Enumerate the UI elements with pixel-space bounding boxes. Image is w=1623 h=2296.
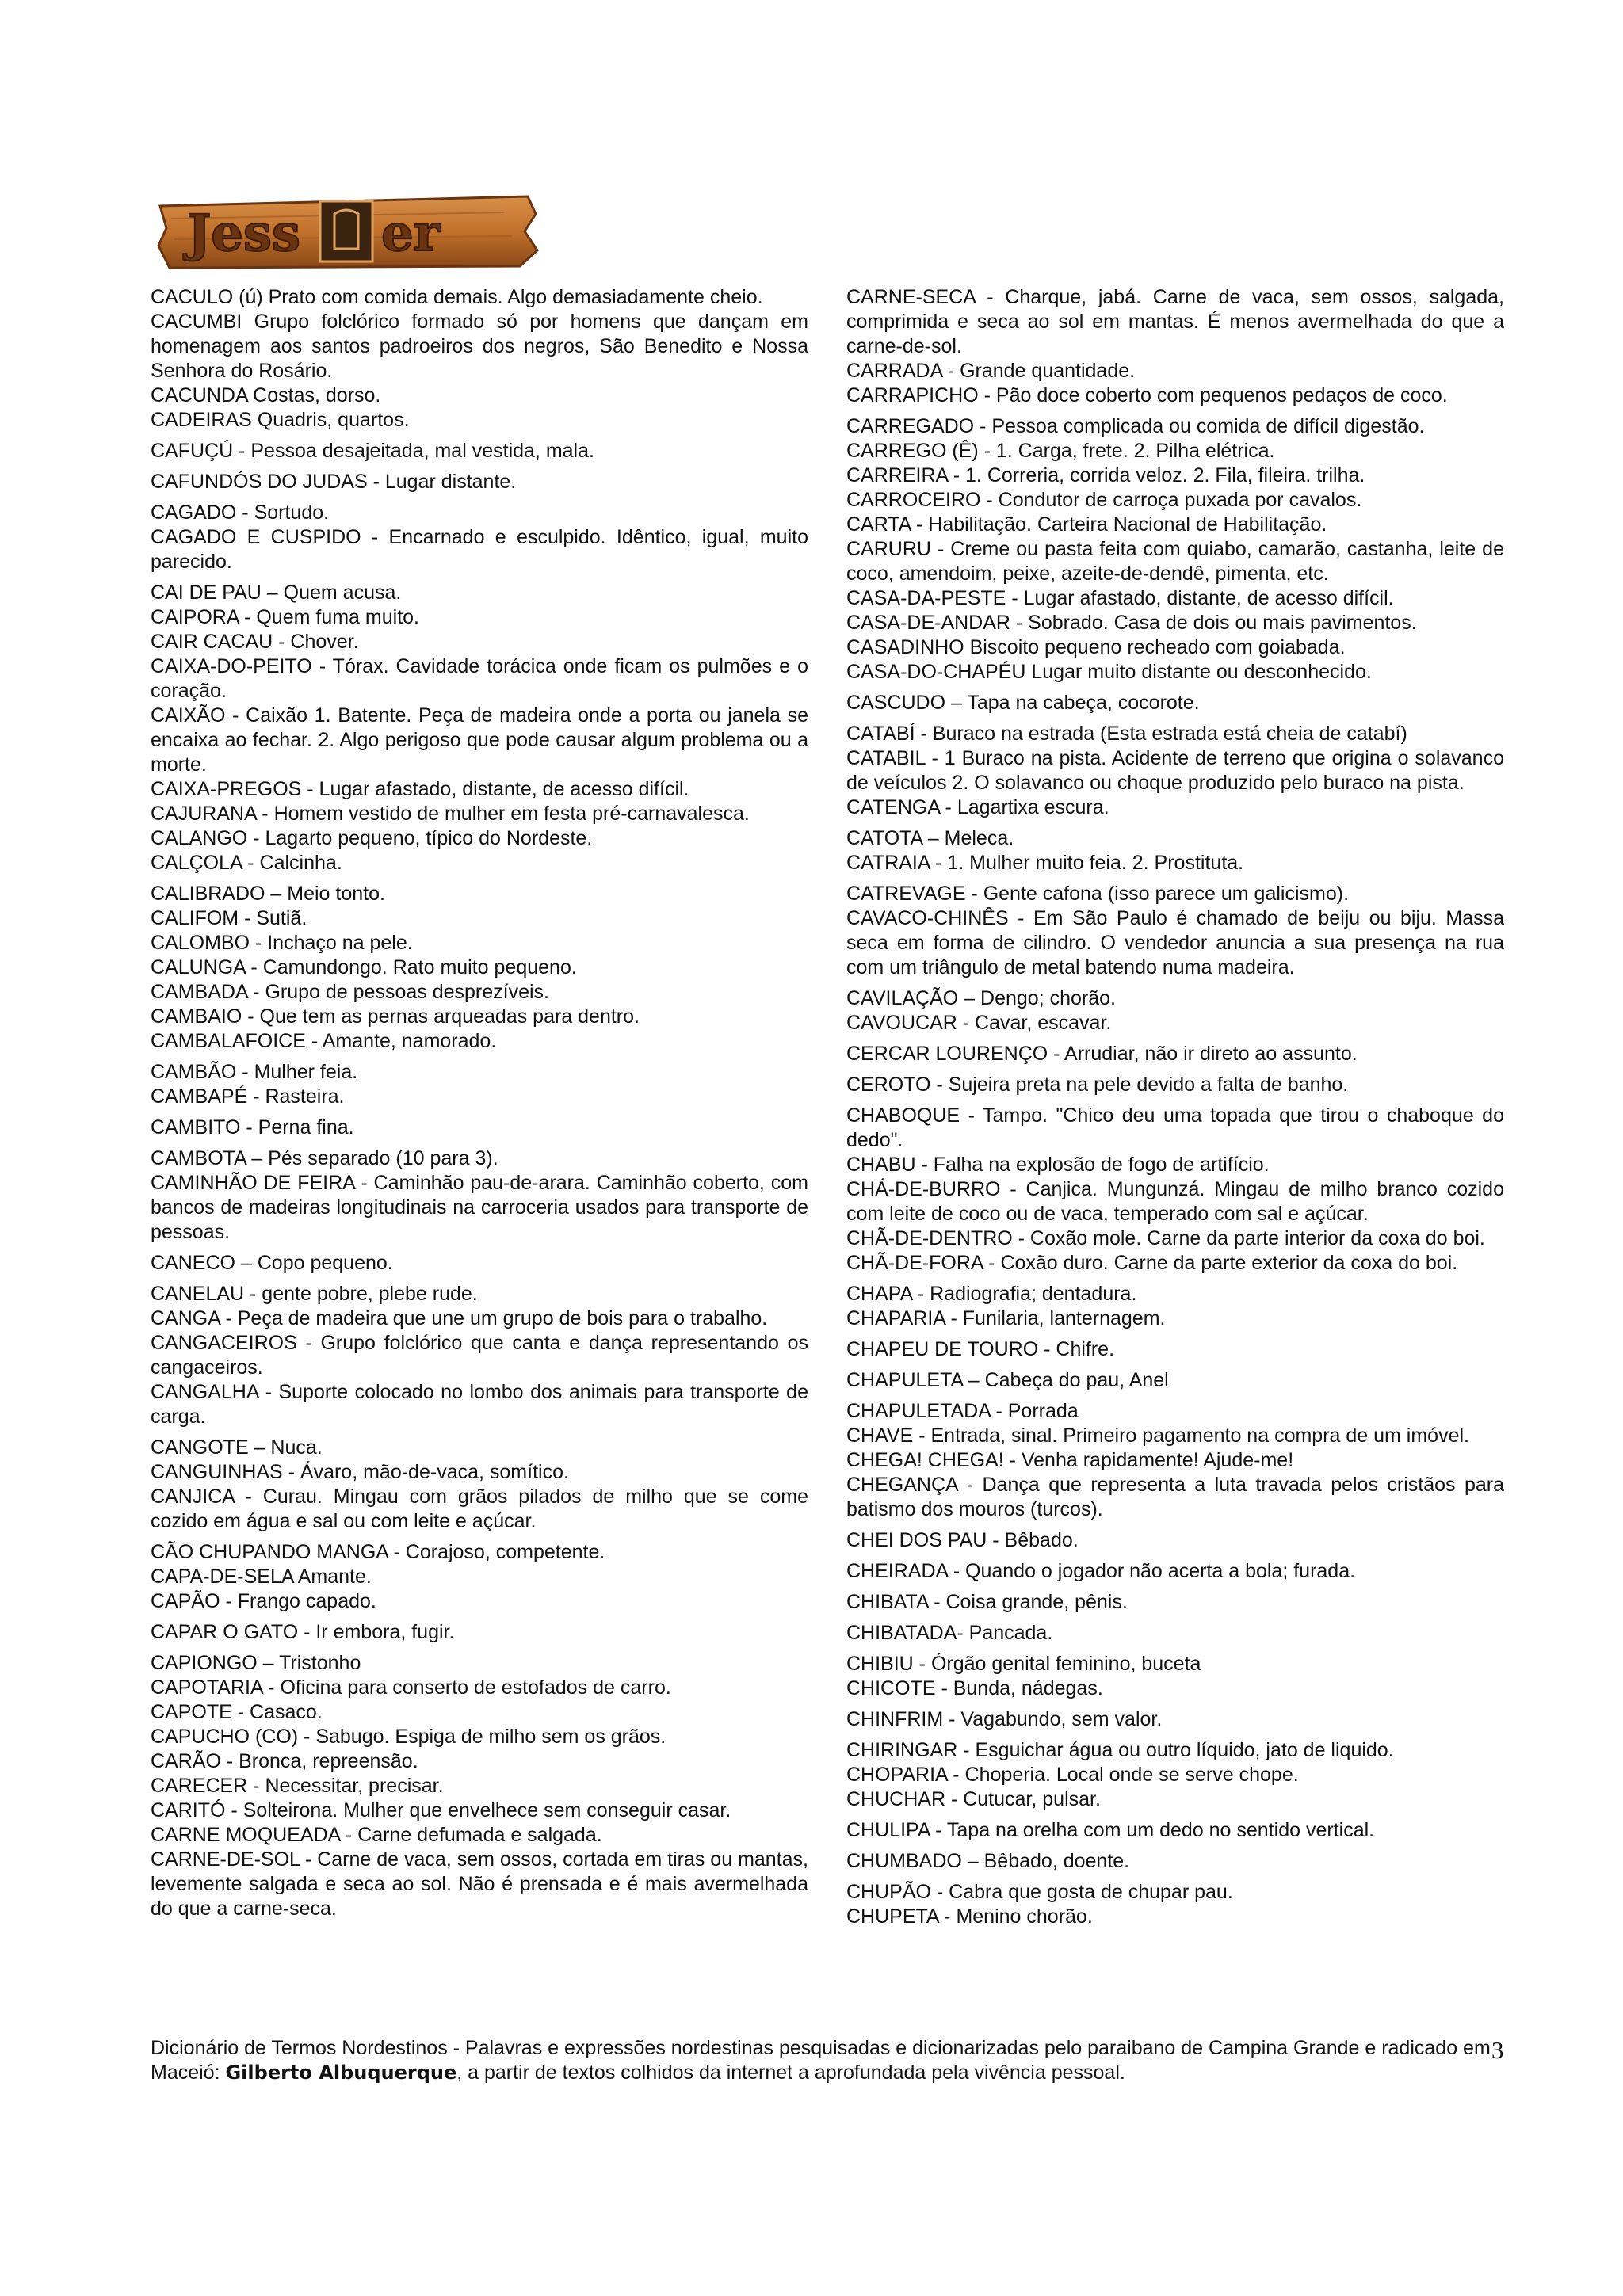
dictionary-entry: CASA-DO-CHAPÉU Lugar muito distante ou desconhecido. bbox=[846, 661, 1372, 683]
dictionary-entry: CAVOUCAR - Cavar, escavar. bbox=[846, 1012, 1112, 1034]
dictionary-entry: CARTA - Habilitação. Carteira Nacional de Habilitação. bbox=[846, 513, 1327, 536]
dictionary-entry: CACUNDA Costas, dorso. bbox=[151, 384, 381, 406]
dictionary-entry: CHUPETA - Menino chorão. bbox=[846, 1905, 1093, 1928]
dictionary-entry: CAVACO-CHINÊS - Em São Paulo é chamado de beiju ou biju. Massa seca em forma de cilindro. O vendedor anuncia a sua presença na rua com um triângulo de metal batendo numa madeira. bbox=[846, 907, 1504, 978]
dictionary-entry: CAMBÃO - Mulher feia. bbox=[151, 1061, 358, 1083]
dictionary-entry: CAMINHÃO DE FEIRA - Caminhão pau-de-arara. Caminhão coberto, com bancos de madeiras longitudinais na carroceria usados para transporte de pessoas. bbox=[151, 1172, 808, 1243]
dictionary-entry: CAPÃO - Frango capado. bbox=[151, 1590, 376, 1612]
dictionary-entry: CHABOQUE - Tampo. "Chico deu uma topada que tirou o chaboque do dedo". bbox=[846, 1104, 1504, 1151]
dictionary-entry: CAI DE PAU – Quem acusa. bbox=[151, 582, 402, 604]
dictionary-entry: CAPIONGO – Tristonho bbox=[151, 1652, 361, 1674]
dictionary-entry: CAGADO - Sortudo. bbox=[151, 502, 330, 524]
dictionary-entry: CEROTO - Sujeira preta na pele devido a falta de banho. bbox=[846, 1074, 1349, 1096]
page-number: 3 bbox=[1491, 2036, 1504, 2064]
dictionary-entry: CANGA - Peça de madeira que une um grupo de bois para o trabalho. bbox=[151, 1307, 768, 1329]
dictionary-entry: CARITÓ - Solteirona. Mulher que envelhece sem conseguir casar. bbox=[151, 1799, 731, 1821]
footer-text-end: , a partir de textos colhidos da internet a aprofundada pela vivência pessoal. bbox=[456, 2061, 1125, 2084]
dictionary-entry: CHÃ-DE-DENTRO - Coxão mole. Carne da parte interior da coxa do boi. bbox=[846, 1227, 1485, 1249]
dictionary-entry: CAVILAÇÃO – Dengo; chorão. bbox=[846, 987, 1116, 1009]
dictionary-entry: CHOPARIA - Choperia. Local onde se serve chope. bbox=[846, 1764, 1299, 1786]
dictionary-entry: CHAVE - Entrada, sinal. Primeiro pagamento na compra de um imóvel. bbox=[846, 1425, 1469, 1447]
dictionary-entry: CHUPÃO - Cabra que gosta de chupar pau. bbox=[846, 1881, 1233, 1903]
dictionary-entry: CARREIRA - 1. Correria, corrida veloz. 2. Fila, fileira. trilha. bbox=[846, 464, 1365, 486]
dictionary-entry: CACULO (ú) Prato com comida demais. Algo demasiadamente cheio. bbox=[151, 286, 763, 308]
dictionary-entry: CHIBATADA- Pancada. bbox=[846, 1622, 1053, 1644]
dictionary-entry: CHIRINGAR - Esguichar água ou outro líquido, jato de liquido. bbox=[846, 1739, 1394, 1761]
dictionary-entry: CAPUCHO (CO) - Sabugo. Espiga de milho sem os grãos. bbox=[151, 1726, 666, 1748]
dictionary-entry: CHULIPA - Tapa na orelha com um dedo no sentido vertical. bbox=[846, 1819, 1375, 1841]
dictionary-entry: CANECO – Copo pequeno. bbox=[151, 1252, 393, 1274]
dictionary-entry: CHAPEU DE TOURO - Chifre. bbox=[846, 1338, 1115, 1360]
dictionary-entry: CHAPULETADA - Porrada bbox=[846, 1400, 1079, 1422]
dictionary-entry: CARRAPICHO - Pão doce coberto com pequenos pedaços de coco. bbox=[846, 384, 1448, 406]
dictionary-entry: CHAPULETA – Cabeça do pau, Anel bbox=[846, 1369, 1169, 1391]
dictionary-entry: CHÁ-DE-BURRO - Canjica. Mungunzá. Mingau de milho branco cozido com leite de coco ou de vaca, temperado com sal e açúcar. bbox=[846, 1178, 1504, 1225]
dictionary-entry: CALANGO - Lagarto pequeno, típico do Nordeste. bbox=[151, 827, 593, 849]
dictionary-entry: CAIPORA - Quem fuma muito. bbox=[151, 606, 419, 628]
dictionary-entry: CHABU - Falha na explosão de fogo de artifício. bbox=[846, 1154, 1270, 1176]
dictionary-entry: CARRADA - Grande quantidade. bbox=[846, 360, 1136, 382]
dictionary-entry: CATABIL - 1 Buraco na pista. Acidente de terreno que origina o solavanco de veículos 2. O solavanco ou choque produzido pelo buraco na pista. bbox=[846, 747, 1504, 794]
dictionary-entry: CAMBITO - Perna fina. bbox=[151, 1116, 354, 1138]
dictionary-entry: CANGALHA - Suporte colocado no lombo dos animais para transporte de carga. bbox=[151, 1381, 808, 1428]
dictionary-entry: CATRAIA - 1. Mulher muito feia. 2. Prostituta. bbox=[846, 852, 1244, 874]
dictionary-entry: CALIBRADO – Meio tonto. bbox=[151, 883, 385, 905]
dictionary-entry: CHAPARIA - Funilaria, lanternagem. bbox=[846, 1307, 1166, 1329]
dictionary-entry: CANGOTE – Nuca. bbox=[151, 1436, 323, 1459]
svg-text:Jess: Jess bbox=[187, 204, 301, 263]
dictionary-entry: CALÇOLA - Calcinha. bbox=[151, 852, 342, 874]
dictionary-entry: CHUMBADO – Bêbado, doente. bbox=[846, 1850, 1130, 1872]
dictionary-entry: CERCAR LOURENÇO - Arrudiar, não ir direto ao assunto. bbox=[846, 1043, 1358, 1065]
dictionary-entry: CALOMBO - Inchaço na pele. bbox=[151, 932, 413, 954]
dictionary-entry: CHEIRADA - Quando o jogador não acerta a bola; furada. bbox=[846, 1560, 1356, 1582]
dictionary-entry: CAPAR O GATO - Ir embora, fugir. bbox=[151, 1621, 455, 1643]
dictionary-entry: CAPOTE - Casaco. bbox=[151, 1701, 323, 1723]
dictionary-entry: CHIBIU - Órgão genital feminino, buceta bbox=[846, 1653, 1201, 1675]
dictionary-entry: CHEGANÇA - Dança que representa a luta travada pelos cristãos para batismo dos mouros (turcos). bbox=[846, 1474, 1504, 1520]
dictionary-entry: CADEIRAS Quadris, quartos. bbox=[151, 409, 410, 431]
dictionary-entry: CHICOTE - Bunda, nádegas. bbox=[846, 1677, 1103, 1699]
svg-text:er: er bbox=[381, 204, 441, 263]
dictionary-entry: CHUCHAR - Cutucar, pulsar. bbox=[846, 1788, 1101, 1810]
dictionary-entry: CAJURANA - Homem vestido de mulher em festa pré-carnavalesca. bbox=[151, 803, 750, 825]
dictionary-entry: CAFUÇÚ - Pessoa desajeitada, mal vestida, mala. bbox=[151, 440, 594, 462]
dictionary-entry: CASA-DE-ANDAR - Sobrado. Casa de dois ou mais pavimentos. bbox=[846, 612, 1417, 634]
dictionary-entry: CARECER - Necessitar, precisar. bbox=[151, 1775, 444, 1797]
footer bbox=[151, 2036, 1514, 2085]
dictionary-entry: CHEI DOS PAU - Bêbado. bbox=[846, 1529, 1079, 1551]
dictionary-entry: CAIR CACAU - Chover. bbox=[151, 631, 359, 653]
dictionary-entry: CHIBATA - Coisa grande, pênis. bbox=[846, 1591, 1128, 1613]
dictionary-entry: CAIXA-PREGOS - Lugar afastado, distante, de acesso difícil. bbox=[151, 778, 689, 800]
dictionary-entry: CASA-DA-PESTE - Lugar afastado, distante, de acesso difícil. bbox=[846, 587, 1394, 609]
right-column bbox=[846, 285, 1504, 1929]
dictionary-entry: CAMBADA - Grupo de pessoas desprezíveis. bbox=[151, 981, 550, 1003]
dictionary-entry: CAMBOTA – Pés separado (10 para 3). bbox=[151, 1147, 498, 1169]
dictionary-entry: CARNE-DE-SOL - Carne de vaca, sem ossos, cortada em tiras ou mantas, levemente salgada e seca ao sol. Não é prensada e é mais avermelhada do que a carne-seca. bbox=[151, 1848, 808, 1920]
dictionary-entry: CANELAU - gente pobre, plebe rude. bbox=[151, 1283, 478, 1305]
dictionary-entry: CARNE MOQUEADA - Carne defumada e salgada. bbox=[151, 1824, 602, 1846]
dictionary-entry: CARÃO - Bronca, repreensão. bbox=[151, 1750, 418, 1772]
dictionary-entry: CALUNGA - Camundongo. Rato muito pequeno. bbox=[151, 956, 577, 978]
dictionary-entry: CALIFOM - Sutiã. bbox=[151, 907, 307, 929]
dictionary-entry: CHAPA - Radiografia; dentadura. bbox=[846, 1283, 1137, 1305]
dictionary-entry: CATENGA - Lagartixa escura. bbox=[846, 796, 1109, 818]
footer-author: Gilberto Albuquerque bbox=[225, 2061, 457, 2084]
dictionary-entry: CARREGADO - Pessoa complicada ou comida de difícil digestão. bbox=[846, 415, 1425, 437]
dictionary-entry: CANJICA - Curau. Mingau com grãos pilados de milho que se come cozido em água e sal ou com leite e açúcar. bbox=[151, 1486, 808, 1532]
dictionary-entry: CATABÍ - Buraco na estrada (Esta estrada está cheia de catabí) bbox=[846, 723, 1407, 745]
dictionary-entry: CHINFRIM - Vagabundo, sem valor. bbox=[846, 1708, 1163, 1730]
dictionary-entry: CASCUDO – Tapa na cabeça, cocorote. bbox=[846, 692, 1200, 714]
dictionary-entry: CAMBALAFOICE - Amante, namorado. bbox=[151, 1030, 497, 1052]
dictionary-entry: CHÃ-DE-FORA - Coxão duro. Carne da parte exterior da coxa do boi. bbox=[846, 1252, 1458, 1274]
dictionary-entry: CAIXÃO - Caixão 1. Batente. Peça de madeira onde a porta ou janela se encaixa ao fechar. 2. Algo perigoso que pode causar algum problema ou a morte. bbox=[151, 704, 808, 776]
dictionary-entry: CARNE-SECA - Charque, jabá. Carne de vaca, sem ossos, salgada, comprimida e seca ao sol em mantas. É menos avermelhada do que a carne-de-sol. bbox=[846, 286, 1504, 357]
dictionary-entry: CAGADO E CUSPIDO - Encarnado e esculpido. Idêntico, igual, muito parecido. bbox=[151, 526, 808, 573]
dictionary-entry: CHEGA! CHEGA! - Venha rapidamente! Ajude-me! bbox=[846, 1449, 1294, 1471]
dictionary-entry: CASADINHO Biscoito pequeno recheado com goiabada. bbox=[846, 636, 1346, 658]
left-column bbox=[151, 285, 808, 1921]
dictionary-entry: CATOTA – Meleca. bbox=[846, 827, 1014, 849]
dictionary-entry: CANGACEIROS - Grupo folclórico que canta e dança representando os cangaceiros. bbox=[151, 1332, 808, 1379]
dictionary-entry: CAMBAIO - Que tem as pernas arqueadas para dentro. bbox=[151, 1005, 640, 1028]
dictionary-entry: CAIXA-DO-PEITO - Tórax. Cavidade torácica onde ficam os pulmões e o coração. bbox=[151, 655, 808, 702]
dictionary-entry: CARROCEIRO - Condutor de carroça puxada por cavalos. bbox=[846, 489, 1362, 511]
dictionary-entry: CAPOTARIA - Oficina para conserto de estofados de carro. bbox=[151, 1676, 671, 1699]
dictionary-entry: CAFUNDÓS DO JUDAS - Lugar distante. bbox=[151, 471, 517, 493]
dictionary-entry: CAPA-DE-SELA Amante. bbox=[151, 1566, 372, 1588]
dictionary-entry: CATREVAGE - Gente cafona (isso parece um galicismo). bbox=[846, 883, 1350, 905]
dictionary-entry: CARURU - Creme ou pasta feita com quiabo, camarão, castanha, leite de coco, amendoim, peixe, azeite-de-dendê, pimenta, etc. bbox=[846, 538, 1504, 585]
dictionary-entry: CÃO CHUPANDO MANGA - Corajoso, competente. bbox=[151, 1541, 605, 1563]
dictionary-entry: CAMBAPÉ - Rasteira. bbox=[151, 1085, 345, 1108]
dictionary-entry: CARREGO (Ê) - 1. Carga, frete. 2. Pilha elétrica. bbox=[846, 440, 1275, 462]
jessier-logo bbox=[155, 190, 540, 273]
footer-text: Dicionário de Termos Nordestinos - Palavras e expressões nordestinas pesquisadas e dicionarizadas pelo paraibano de Campina Grande e radicado em Maceió: bbox=[151, 2037, 1491, 2084]
dictionary-entry: CANGUINHAS - Ávaro, mão-de-vaca, somítico. bbox=[151, 1461, 569, 1483]
dictionary-entry: CACUMBI Grupo folclórico formado só por homens que dançam em homenagem aos santos padroeiros dos negros, São Benedito e Nossa Senhora do Rosário. bbox=[151, 311, 808, 382]
